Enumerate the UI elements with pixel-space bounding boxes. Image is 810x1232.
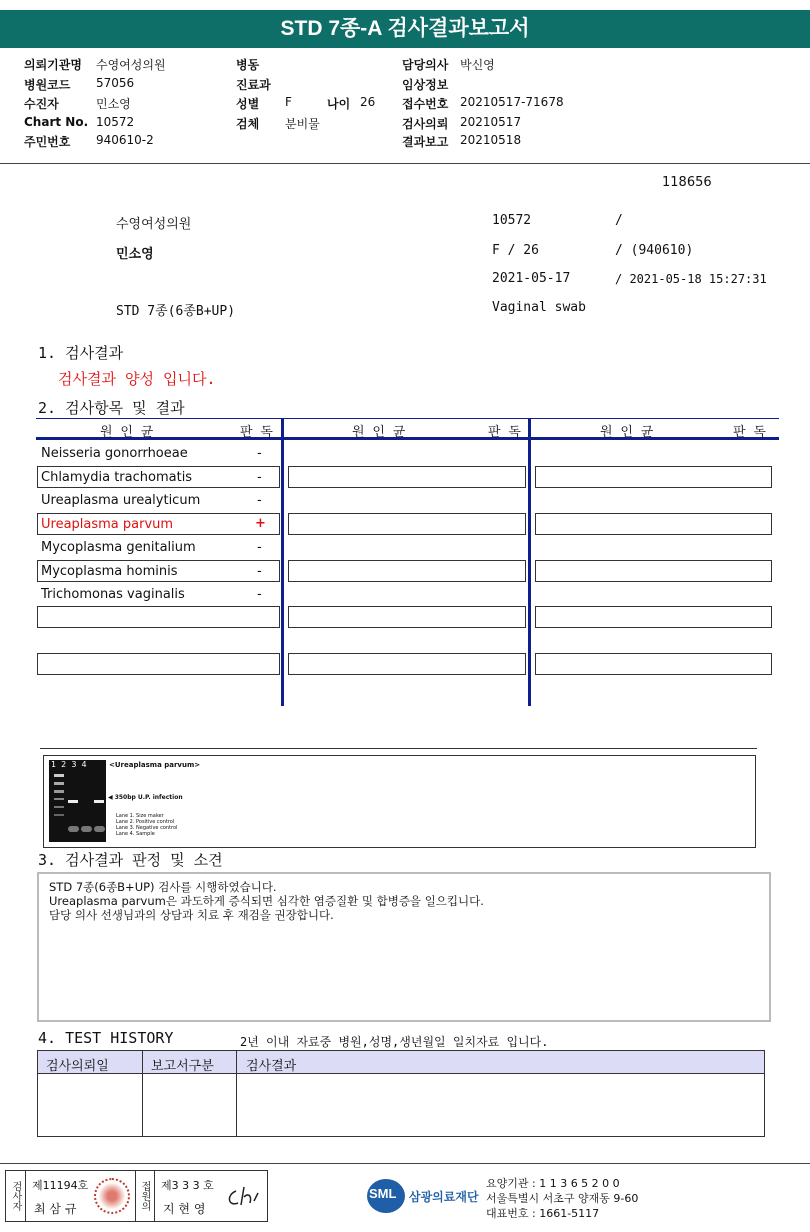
doctor-label: 담당의사 — [402, 58, 449, 72]
org-phone: 대표번호 : 1661-5117 — [486, 1207, 600, 1220]
code-value: 57056 — [96, 76, 135, 90]
summary-sex-age: F / 26 — [492, 243, 539, 258]
patient-value: 민소영 — [96, 97, 131, 111]
history-divider — [236, 1050, 237, 1137]
summary-birth: / (940610) — [615, 243, 694, 258]
col-judge-1: 판 독 — [240, 425, 273, 440]
gel-band — [54, 782, 64, 785]
id-label: 주민번호 — [24, 135, 71, 149]
row-box — [535, 606, 772, 628]
gel-band — [68, 826, 79, 832]
organism-result: - — [257, 564, 262, 579]
inspector-name: 최 삼 규 — [34, 1202, 77, 1216]
age-value: 26 — [360, 95, 376, 109]
row-box — [288, 606, 526, 628]
organism-result: - — [257, 540, 262, 555]
organism-result-positive: + — [255, 516, 266, 531]
hospital-value: 수영여성의원 — [96, 58, 166, 72]
org-name: 삼광의료재단 — [409, 1190, 479, 1204]
gel-legend — [116, 813, 177, 837]
grid-divider-1 — [281, 418, 284, 706]
sml-logo-icon — [367, 1176, 407, 1216]
history-col-result: 검사결과 — [246, 1059, 297, 1074]
gel-band — [54, 774, 64, 777]
request-value: 20210517 — [460, 115, 522, 129]
org-address — [486, 1176, 638, 1221]
organism-name-positive: Ureaplasma parvum — [41, 517, 174, 532]
specimen-label: 검체 — [236, 117, 260, 131]
organism-result: - — [257, 470, 262, 485]
header-divider — [0, 163, 810, 164]
col-judge-2: 판 독 — [488, 425, 521, 440]
report-title: STD 7종-A 검사결과보고서 — [0, 10, 810, 48]
specimen-value: 분비물 — [285, 117, 320, 131]
gel-legend-item: Lane 2. Positive control — [116, 819, 175, 825]
grid-divider-2 — [528, 418, 531, 706]
history-col-type: 보고서구분 — [151, 1059, 214, 1074]
seal-icon — [94, 1178, 130, 1214]
row-box — [288, 466, 526, 488]
age-label: 나이 — [327, 97, 351, 111]
patient-label: 수진자 — [24, 97, 59, 111]
row-box — [288, 560, 526, 582]
organism-name: Trichomonas vaginalis — [41, 587, 185, 602]
gel-lane-numbers: 1 2 3 4 — [51, 760, 87, 769]
chart-value: 10572 — [96, 115, 135, 129]
row-box — [37, 653, 280, 675]
physician-license: 제3 3 3 호 — [161, 1179, 214, 1192]
logo-text: SML — [369, 1186, 397, 1201]
section2-title: 2. 검사항목 및 결과 — [38, 399, 185, 417]
col-org-2: 원 인 균 — [352, 425, 406, 440]
footer-divider — [0, 1163, 810, 1164]
organism-result: - — [257, 446, 262, 461]
id-value: 940610-2 — [96, 133, 154, 147]
ward-label: 병동 — [236, 58, 260, 72]
clinical-label: 임상정보 — [402, 78, 449, 92]
section3-title: 3. 검사결과 판정 및 소견 — [38, 851, 223, 869]
report-value: 20210518 — [460, 133, 522, 147]
gel-top-line — [40, 748, 757, 749]
history-divider — [142, 1050, 143, 1137]
report-label: 결과보고 — [402, 135, 449, 149]
request-label: 검사의뢰 — [402, 117, 449, 131]
history-header — [37, 1050, 765, 1074]
section1-title: 1. 검사결과 — [38, 344, 124, 362]
grid-top-line — [36, 418, 779, 419]
row-box — [535, 653, 772, 675]
gel-legend-item: Lane 1. Size maker — [116, 813, 164, 819]
organism-name: Chlamydia trachomatis — [41, 470, 193, 485]
history-col-date: 검사의뢰일 — [46, 1059, 109, 1074]
sex-value: F — [285, 95, 292, 109]
gel-band — [81, 826, 92, 832]
row-box — [37, 606, 280, 628]
receipt-label: 접수번호 — [402, 97, 449, 111]
dept-label: 진료과 — [236, 78, 271, 92]
inspector-label: 검사자 — [6, 1171, 26, 1221]
gel-band-label: ◀ 350bp U.P. infection — [108, 794, 183, 801]
summary-slash: / — [615, 213, 623, 228]
opinion-line: STD 7종(6종B+UP) 검사를 시행하였습니다. — [49, 880, 277, 894]
gel-image — [49, 760, 106, 842]
section1-result: 검사결과 양성 입니다. — [58, 370, 216, 388]
gel-band — [54, 806, 64, 808]
org-addr: 서울특별시 서초구 양재동 9-60 — [486, 1192, 639, 1205]
organism-result: - — [257, 587, 262, 602]
gel-legend-item: Lane 3. Negative control — [116, 825, 178, 831]
report-number: 118656 — [662, 175, 712, 190]
col-judge-3: 판 독 — [733, 425, 766, 440]
gel-band — [94, 800, 104, 803]
opinion-box — [37, 872, 771, 1022]
organism-name: Neisseria gonorrhoeae — [41, 446, 188, 461]
summary-date1: 2021-05-17 — [492, 271, 571, 286]
code-label: 병원코드 — [24, 78, 71, 92]
gel-legend-item: Lane 4. Sample — [116, 831, 155, 837]
gel-frame — [43, 755, 756, 848]
gel-band — [94, 826, 105, 832]
history-body — [37, 1073, 765, 1137]
gel-band — [54, 790, 64, 793]
gel-band — [68, 800, 78, 803]
doctor-value: 박신영 — [460, 58, 495, 72]
gel-band — [54, 814, 64, 816]
opinion-line: 담당 의사 선생님과의 상담과 치료 후 재검을 권장합니다. — [49, 908, 334, 922]
summary-hospital: 수영여성의원 — [116, 217, 192, 232]
row-box — [288, 653, 526, 675]
gel-title: <Ureaplasma parvum> — [109, 761, 201, 769]
summary-specimen: Vaginal swab — [492, 300, 586, 315]
row-box — [535, 560, 772, 582]
organism-result: - — [257, 493, 262, 508]
summary-test: STD 7종(6종B+UP) — [116, 304, 236, 319]
receipt-value: 20210517-71678 — [460, 95, 564, 109]
section4-title: 4. TEST HISTORY — [38, 1029, 174, 1047]
organism-name: Mycoplasma genitalium — [41, 540, 196, 555]
chart-label: Chart No. — [24, 115, 89, 129]
hospital-label: 의뢰기관명 — [24, 58, 82, 72]
summary-patient: 민소영 — [116, 247, 154, 262]
sex-label: 성별 — [236, 97, 260, 111]
row-box — [535, 466, 772, 488]
row-box — [535, 513, 772, 535]
physician-name: 지 현 영 — [163, 1202, 206, 1216]
organism-name: Mycoplasma hominis — [41, 564, 178, 579]
gel-band — [54, 798, 64, 800]
col-org-3: 원 인 균 — [600, 425, 654, 440]
org-code: 요양기관 : 1 1 3 6 5 2 0 0 — [486, 1177, 620, 1190]
summary-chart: 10572 — [492, 213, 532, 228]
summary-date2: / 2021-05-18 15:27:31 — [615, 272, 767, 286]
row-box — [288, 513, 526, 535]
physician-label: 접원의 — [135, 1171, 155, 1221]
col-org-1: 원 인 균 — [100, 425, 154, 440]
signature-box — [5, 1170, 268, 1222]
opinion-line: Ureaplasma parvum은 과도하게 증식되면 심각한 염증질환 및 합병증을 일으킵니다. — [49, 894, 484, 908]
signature-icon — [224, 1183, 264, 1211]
organism-name: Ureaplasma urealyticum — [41, 493, 201, 508]
inspector-license: 제11194호 — [32, 1179, 89, 1192]
history-note: 2년 이내 자료중 병원,성명,생년월일 일치자료 입니다. — [240, 1035, 549, 1049]
